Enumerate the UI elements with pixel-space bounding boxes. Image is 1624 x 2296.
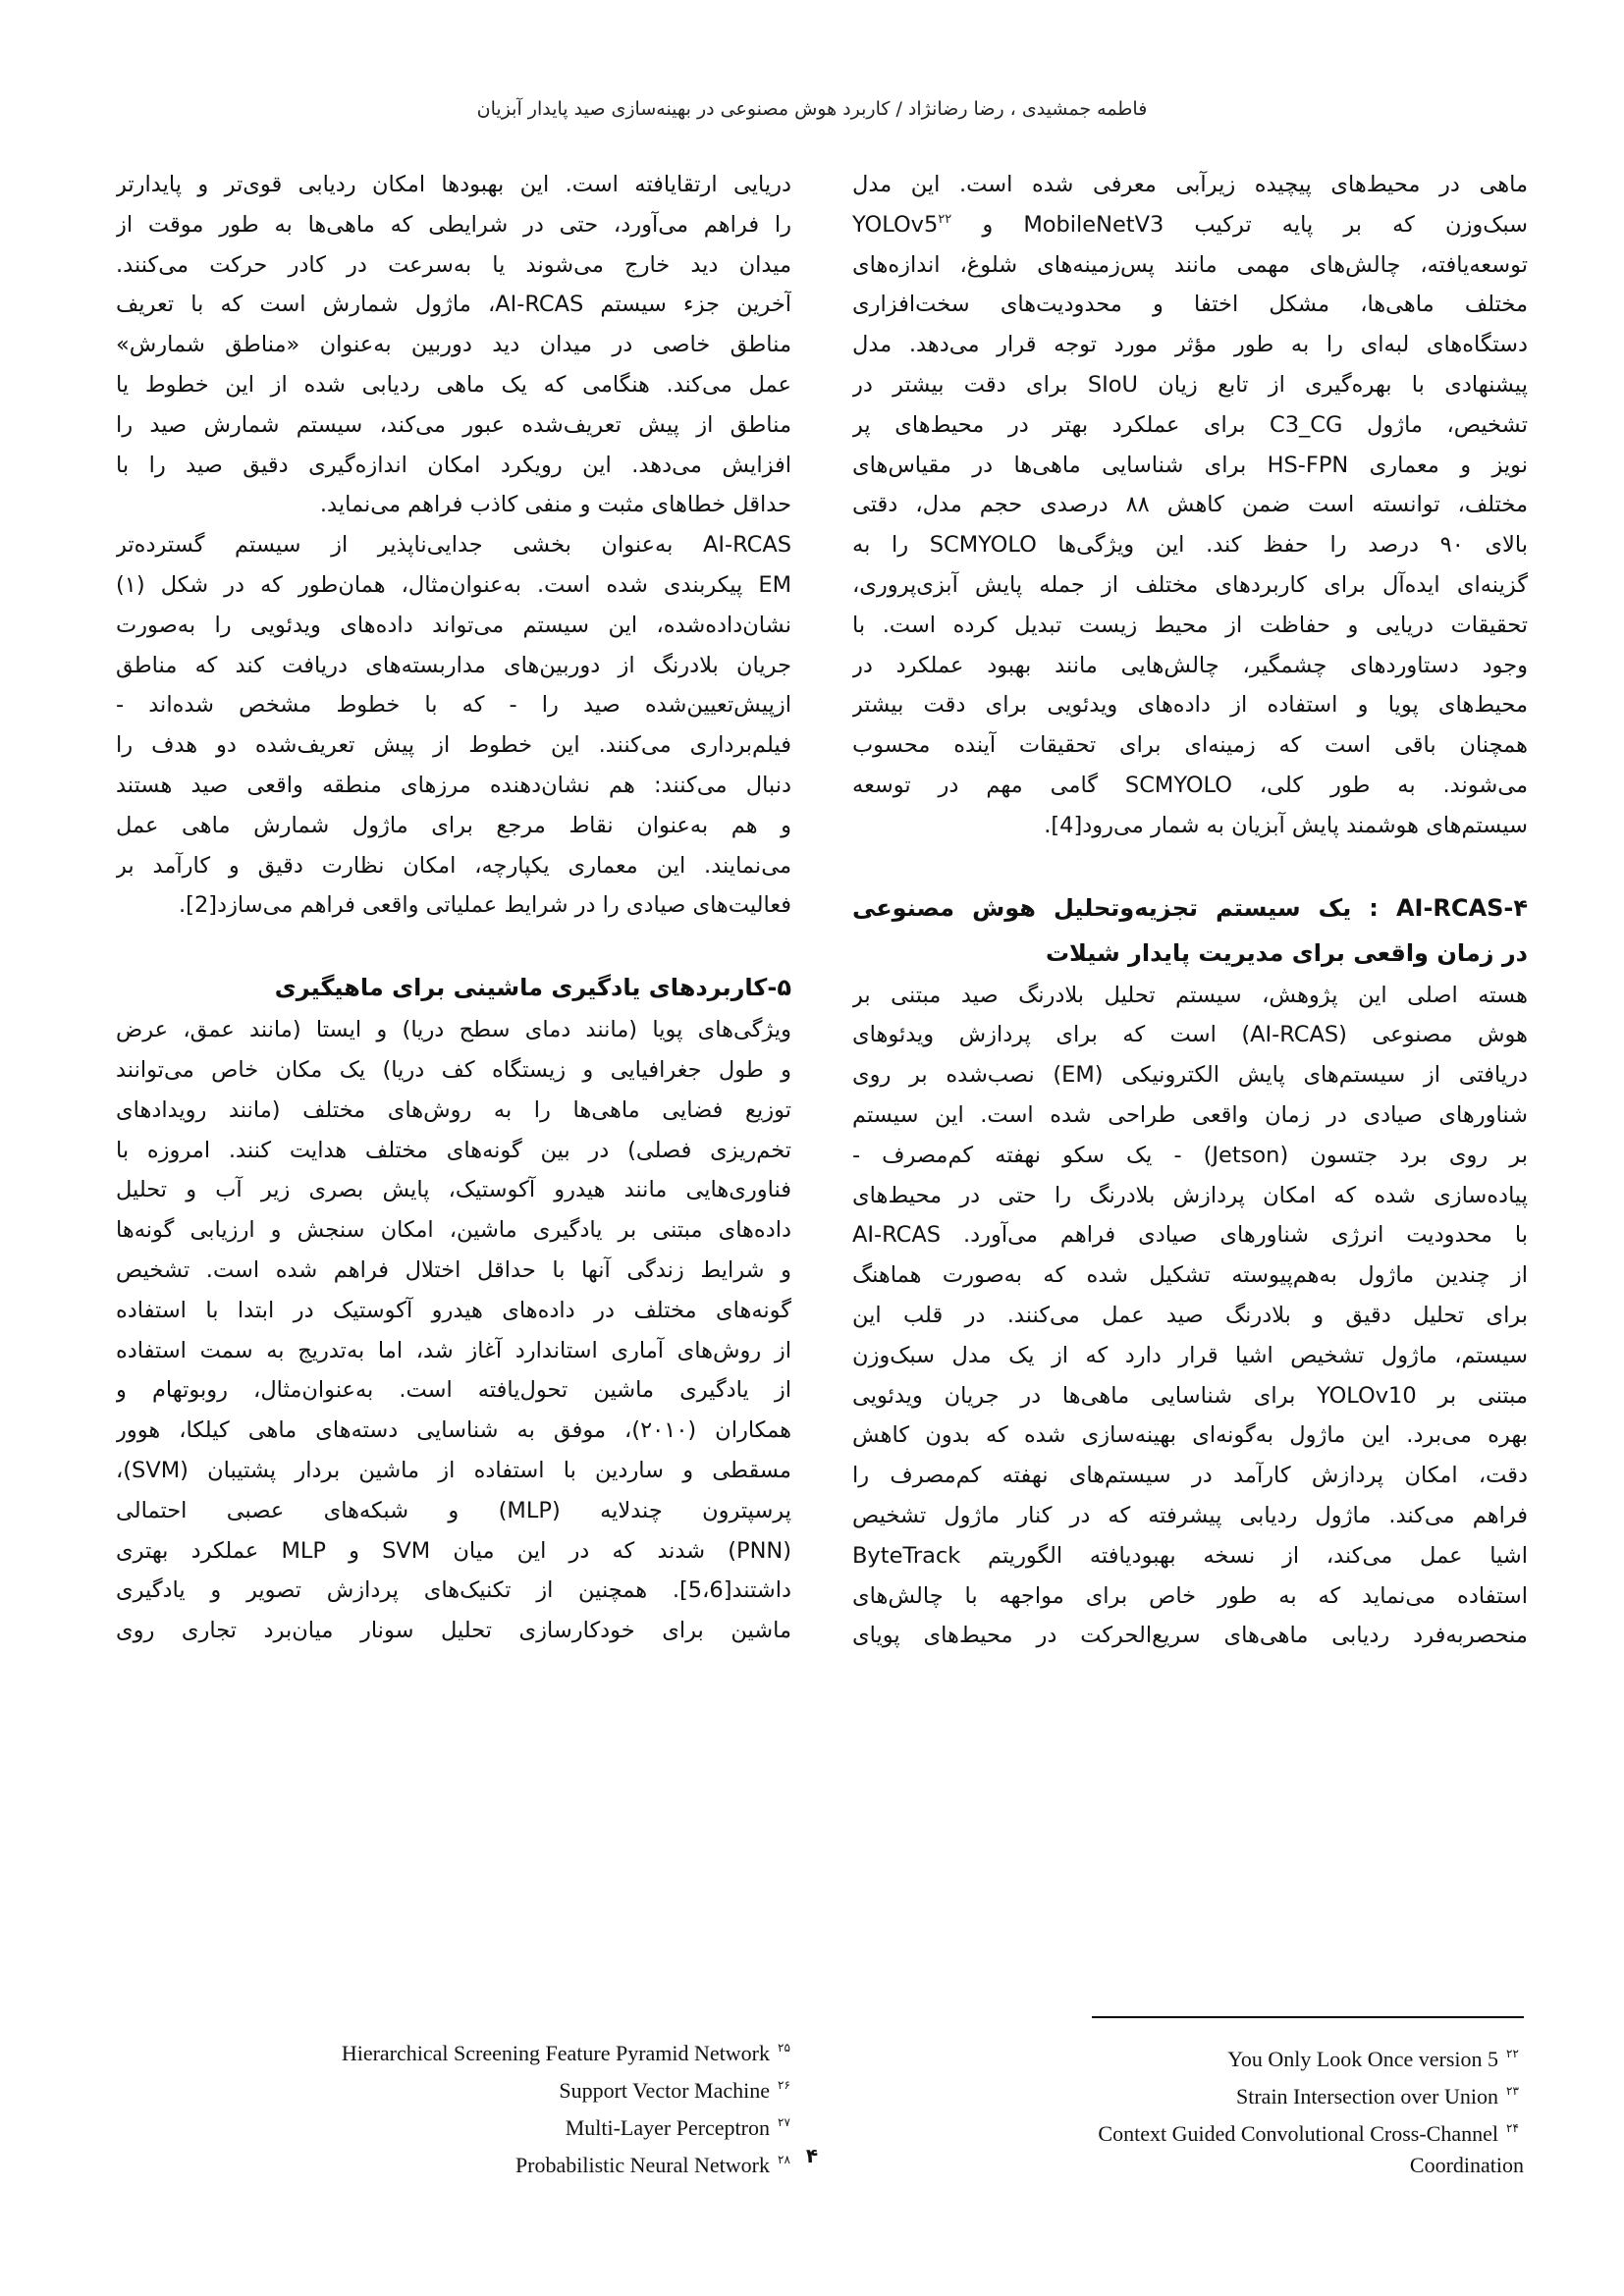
text-line: افزایش می‌دهد. این رویکرد امکان اندازه‌گیری دقیق صید را با	[116, 452, 791, 478]
paragraph-ai-rcas	[852, 976, 1528, 1657]
section-4-heading	[852, 885, 1528, 976]
text-line: پرسپترون چندلایه (MLP) و شبکه‌های عصبی احتمالی	[116, 1497, 791, 1523]
footnote-number: ۲۷	[778, 2115, 790, 2129]
text-line: تحقیقات دریایی و حفاظت از محیط زیست تبدیل کرده است. با	[852, 612, 1528, 638]
text-line: EM پیکربندی شده است. به‌عنوان‌مثال، همان‌طور که در شکل (۱)	[116, 571, 791, 598]
footnote-item	[943, 2075, 1524, 2112]
text-line: داشتند[5،6]. همچنین از تکنیک‌های پردازش تصویر و یادگیری	[116, 1577, 791, 1604]
text-line: دریافتی از سیستم‌های پایش الکترونیکی (EM) نصب‌شده بر روی	[852, 1062, 1528, 1089]
text-line: شناورهای صیادی در زمان واقعی طراحی شده است. این سیستم	[852, 1101, 1528, 1128]
text-line: AI-RCAS به‌عنوان بخشی جدایی‌ناپذیر از سیستم گسترده‌تر	[116, 532, 791, 559]
text-line: مختلف، توانسته است ضمن کاهش ۸۸ درصدی حجم مدل، دقتی	[852, 492, 1528, 518]
heading-line: در زمان واقعی برای مدیریت پایدار شیلات	[1045, 938, 1528, 967]
text-line: از چندین ماژول به‌هم‌پیوسته تشکیل شده که به‌صورت هماهنگ	[852, 1262, 1528, 1289]
text-line: پیاده‌سازی شده که امکان پردازش بلادرنگ را حتی در محیط‌های	[852, 1182, 1528, 1208]
paragraph-scmyolo	[852, 165, 1528, 846]
text-line: (PNN) شدند که در این میان SVM و MLP عملکرد بهتری	[116, 1537, 791, 1564]
text-line: پیشنهادی با بهره‌گیری از تابع زیان SIoU برای دقت بیشتر در	[852, 371, 1528, 398]
spacer	[852, 846, 1528, 885]
running-header: فاطمه جمشیدی ، رضا رضانژاد / کاربرد هوش مصنوعی در بهینه‌سازی صید پایدار آبزیان	[476, 98, 1148, 120]
text-line: همچنان باقی است که زمینه‌ای برای تحقیقات آینده محسوب	[852, 732, 1528, 759]
text-line: حداقل خطاهای مثبت و منفی کاذب فراهم می‌نماید.	[319, 492, 791, 518]
text-line: ویژگی‌های پویا (مانند دمای سطح دریا) و ایستا (مانند عمق، عرض	[116, 1017, 791, 1043]
footnote-item	[118, 2069, 795, 2107]
text-line: فناوری‌هایی مانند هیدرو آکوستیک، پایش بصری زیر آب و تحلیل	[116, 1177, 791, 1203]
text-line: همکاران (۲۰۱۰)، موفق به شناسایی دسته‌های ماهی کیلکا، هوور	[116, 1417, 791, 1444]
footnote-text: Support Vector Machine	[559, 2078, 770, 2103]
left-column	[116, 165, 791, 1651]
text-line: محیط‌های پویا و استفاده از داده‌های ویدئویی برای دقت بیشتر	[852, 692, 1528, 719]
text-line: توزیع فضایی ماهی‌ها را به روش‌های مختلف (مانند رویدادهای	[116, 1096, 791, 1123]
paragraph-em-integration	[116, 525, 791, 926]
text-line: استفاده می‌نماید که به طور خاص برای مواجهه با چالش‌های	[852, 1582, 1528, 1609]
text-line: نویز و معماری HS-FPN برای شناسایی ماهی‌ها در مقیاس‌های	[852, 452, 1528, 478]
text-line: سبک‌وزن که بر پایه ترکیب MobileNetV3 و $YOLOv5^{۲۲}$	[852, 211, 1528, 238]
footnote-number: ۲۶	[778, 2078, 790, 2092]
footnote-text: You Only Look Once version 5	[1227, 2047, 1498, 2071]
section-5-heading: ۵-کاربردهای یادگیری ماشینی برای ماهیگیری	[274, 974, 791, 1002]
text-line: را فراهم می‌آورد، حتی در شرایطی که ماهی‌ها به طور موقت از	[116, 211, 791, 238]
text-line: فعالیت‌های صیادی را در شرایط عملیاتی واقعی فراهم می‌سازد[2].	[179, 892, 791, 919]
footnote-item	[118, 2107, 795, 2144]
text-line: تشخیص، ماژول C3_CG برای عملکرد بهتر در محیط‌های پر	[852, 411, 1528, 438]
text-line: بهره می‌برد. این ماژول به‌گونه‌ای بهینه‌سازی شده که بدون کاهش	[852, 1422, 1528, 1449]
footnote-item	[943, 2038, 1524, 2075]
text-line: وجود دستاوردهای چشمگیر، چالش‌هایی مانند بهبود عملکرد در	[852, 652, 1528, 678]
footnote-text: Hierarchical Screening Feature Pyramid Network	[341, 2041, 770, 2065]
paragraph-tracking	[116, 165, 791, 525]
text-line: نشان‌داده‌شده، این سیستم می‌تواند داده‌های ویدئویی را به‌صورت	[116, 612, 791, 638]
text-line: ماهی در محیط‌های پیچیده زیرآبی معرفی شده است. این مدل	[852, 172, 1528, 197]
text-line: دنبال می‌کنند: هم نشان‌دهنده مرزهای منطقه واقعی صید هستند	[116, 772, 791, 798]
paragraph-ml-fisheries	[116, 1010, 791, 1651]
text-line: مسقطی و ساردین با استفاده از ماشین بردار پشتیبان (SVM)،	[116, 1457, 791, 1483]
text-line: و هم به‌عنوان نقاط مرجع برای ماژول شمارش ماهی عمل	[116, 812, 791, 838]
text-line: می‌شوند. به طور کلی، SCMYOLO گامی مهم در توسعه	[852, 772, 1528, 798]
text-line: دقت، امکان پردازش کارآمد در سیستم‌های نهفته کم‌مصرف را	[852, 1463, 1528, 1489]
text-line: از روش‌های آماری استاندارد آغاز شد، اما به‌تدریج به سمت استفاده	[116, 1337, 791, 1363]
text-line: فراهم می‌کند. ماژول ردیابی پیشرفته که در کنار ماژول تشخیص	[852, 1502, 1528, 1528]
text-line: سیستم، ماژول تشخیص اشیا قرار دارد که از یک مدل سبک‌وزن	[852, 1342, 1528, 1368]
text-line: منحصربه‌فرد ردیابی ماهی‌های سریع‌الحرکت در محیط‌های پویای	[852, 1623, 1528, 1649]
text-line: بالای ۹۰ درصد را حفظ کند. این ویژگی‌ها SCMYOLO را به	[852, 532, 1528, 559]
footnote-number: ۲۸	[778, 2153, 790, 2166]
text-line: دریایی ارتقایافته است. این بهبودها امکان ردیابی قوی‌تر و پایدارتر	[116, 172, 791, 197]
text-line: سیستم‌های هوشمند پایش آبزیان به شمار می‌رود[4].	[1044, 812, 1528, 838]
text-line: مناطق خاصی در میدان دید دوربین به‌عنوان «مناطق شمارش»	[116, 332, 791, 358]
text-line: می‌نمایند. این معماری یکپارچه، امکان نظارت دقیق و کارآمد بر	[116, 852, 791, 879]
footnote-number: ۲۵	[778, 2041, 790, 2055]
footnote-number: ۲۳	[1506, 2084, 1519, 2098]
text-line: تخم‌ریزی فصلی) در بین گونه‌های مختلف هدایت کنند. امروزه با	[116, 1137, 791, 1163]
text-line: ماشین برای خودکارسازی تحلیل سونار میان‌برد تجاری روی	[116, 1618, 791, 1644]
text-line: مناطق از پیش تعریف‌شده عبور می‌کند، سیستم شمارش صید را	[116, 411, 791, 438]
text-line: برای تحلیل دقیق و بلادرنگ صید عمل می‌کنند. در قلب این	[852, 1302, 1528, 1328]
text-line: فیلم‌برداری می‌کنند. این خطوط از پیش تعریف‌شده دو هدف را	[116, 732, 791, 759]
text-line: توسعه‌یافته، چالش‌های مهمی مانند پس‌زمینه‌های شلوغ، اندازه‌های	[852, 251, 1528, 278]
footnote-text: Probabilistic Neural Network	[514, 2153, 770, 2177]
footnote-number: ۲۲	[1506, 2047, 1519, 2060]
text-line: داده‌های مبتنی بر یادگیری ماشین، امکان سنجش و ارزیابی گونه‌ها	[116, 1217, 791, 1244]
footnote-number: ۲۴	[1506, 2121, 1519, 2135]
text-line: هوش مصنوعی (AI-RCAS) است که برای پردازش ویدئوهای	[852, 1022, 1528, 1048]
text-line: اشیا عمل می‌کند، از نسخه بهبودیافته الگوریتم ByteTrack	[852, 1542, 1528, 1569]
text-line: ازپیش‌تعیین‌شده صید را - که با خطوط مشخص شده‌اند -	[116, 692, 791, 719]
text-line: گونه‌های مختلف در داده‌های هیدرو آکوستیک در ابتدا با استفاده	[116, 1297, 791, 1323]
text-line: آخرین جزء سیستم AI-RCAS، ماژول شمارش است که با تعریف	[116, 292, 791, 318]
text-line: جریان بلادرنگ از دوربین‌های مداربسته‌های دریافت کند که مناطق	[116, 652, 791, 678]
text-line: با محدودیت انرژی شناورهای صیادی فراهم می‌آورد. AI-RCAS	[852, 1222, 1528, 1249]
spacer	[116, 926, 791, 965]
footnote-text: Context Guided Convolutional Cross-Channel	[1098, 2121, 1498, 2146]
text-line: مختلف ماهی‌ها، مشکل اختفا و محدودیت‌های سخت‌افزاری	[852, 292, 1528, 318]
text-line: عمل می‌کند. هنگامی که یک ماهی ردیابی شده از این خطوط یا	[116, 371, 791, 398]
text-line: و شرایط زندگی آنها با حداقل اختلال فراهم شده است. تشخیص	[116, 1256, 791, 1283]
text-line: و طول جغرافیایی و زیستگاه کف دریا) یک مکان خاص می‌توانند	[116, 1056, 791, 1083]
footnote-divider	[1092, 2016, 1524, 2018]
text-line: مبتنی بر YOLOv10 برای شناسایی ماهی‌ها در جریان ویدئویی	[852, 1382, 1528, 1409]
text-line: میدان دید خارج می‌شوند یا به‌سرعت در کادر حرکت می‌کنند.	[116, 251, 791, 278]
page-number: ۴	[805, 2144, 819, 2167]
heading-line: AI-RCAS-۴ : یک سیستم تجزیه‌وتحلیل هوش مصنوعی	[852, 893, 1528, 922]
footnote-text: Multi-Layer Perceptron	[565, 2115, 770, 2140]
text-line: بر روی برد جتسون (Jetson) - یک سکو نهفته کم‌مصرف -	[852, 1142, 1528, 1168]
footnote-ref[interactable]: ۲۲	[938, 211, 952, 227]
text-line: دستگاه‌های لبه‌ای را به طور مؤثر مورد توجه قرار می‌دهد. مدل	[852, 332, 1528, 358]
text-line: هسته اصلی این پژوهش، سیستم تحلیل بلادرنگ صید مبتنی بر	[852, 982, 1528, 1008]
footnote-item	[118, 2032, 795, 2069]
right-column	[852, 165, 1528, 1656]
footnote-text: Strain Intersection over Union	[1236, 2084, 1498, 2109]
text-line: گزینه‌ای ایده‌آل برای کاربردهای مختلف از جمله پایش آبزی‌پروری،	[852, 571, 1528, 598]
footnote-text: Coordination	[1409, 2153, 1524, 2177]
text-line: از یادگیری ماشین تحول‌یافته است. به‌عنوان‌مثال، روبوتهام و	[116, 1377, 791, 1404]
